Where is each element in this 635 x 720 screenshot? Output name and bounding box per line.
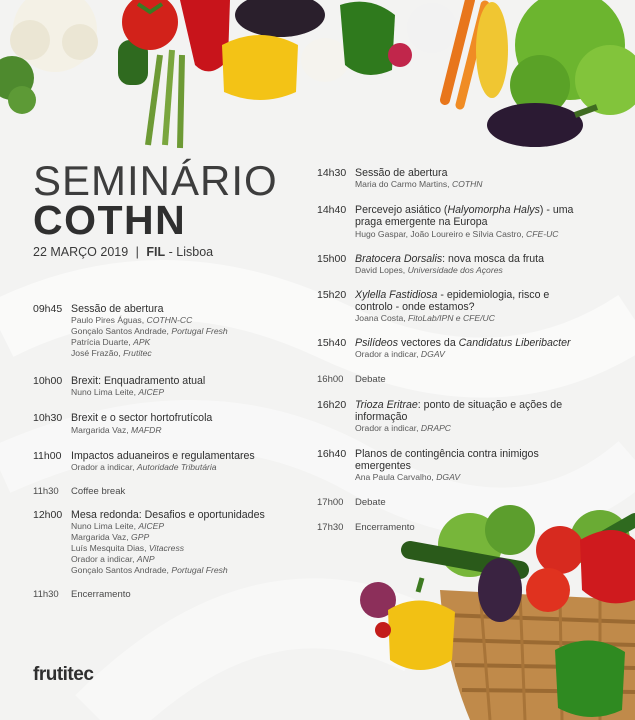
schedule-item: [317, 522, 587, 534]
speaker-affiliation: Autoridade Tributária: [136, 461, 217, 472]
schedule-item: [33, 450, 303, 473]
item-title: Sessão de abertura: [71, 303, 164, 315]
item-content: [355, 399, 587, 434]
item-content: [71, 589, 303, 601]
speaker-line: Ana Paula Carvalho, DGAV: [355, 472, 461, 483]
item-time: 11h30: [33, 485, 59, 497]
item-time: 12h00: [33, 509, 63, 522]
item-content: [71, 486, 303, 498]
item-title: Sessão de abertura: [355, 167, 448, 179]
speaker-affiliation: Frutitec: [123, 348, 152, 359]
event-venue-city: - Lisboa: [165, 245, 214, 259]
speaker-line: José Frazão, Frutitec: [71, 348, 152, 359]
speaker-affiliation: ANP: [136, 554, 155, 565]
title-italic-part: Bratocera Dorsalis: [355, 252, 443, 265]
schedule-item: [317, 337, 587, 360]
schedule-item: [33, 412, 303, 435]
item-title: Coffee break: [71, 485, 126, 497]
title-italic-part: Psilídeos: [355, 337, 398, 350]
item-content: [71, 412, 303, 435]
speaker-affiliation: AICEP: [138, 387, 165, 398]
item-title: Bratocera Dorsalis: nova mosca da fruta: [355, 252, 545, 265]
speaker-line: David Lopes, Universidade dos Açores: [355, 264, 503, 275]
item-time: 15h40: [317, 337, 347, 350]
item-time: 10h30: [33, 412, 63, 425]
item-time: 09h45: [33, 303, 63, 315]
item-title: Impactos aduaneiros e regulamentares: [71, 449, 255, 462]
item-content: [355, 167, 587, 190]
speaker-line: Hugo Gaspar, João Loureiro e Sílvia Castro, CFE-UC: [355, 228, 559, 239]
speaker-line: Gonçalo Santos Andrade, Portugal Fresh: [71, 326, 228, 337]
speaker-line: Gonçalo Santos Andrade, Portugal Fresh: [71, 565, 228, 576]
speaker-affiliation: AICEP: [138, 521, 165, 532]
speaker-affiliation: MAFDR: [131, 424, 162, 435]
item-title: Encerramento: [71, 589, 131, 601]
item-content: [355, 289, 587, 324]
speaker-line: Orador a indicar, DRAPC: [355, 423, 452, 434]
speaker-affiliation: FitoLab/IPN e CFE/UC: [408, 313, 495, 324]
speaker-affiliation: DRAPC: [420, 423, 452, 434]
item-content: [71, 375, 303, 398]
event-date-venue: [33, 245, 213, 259]
speaker-affiliation: CFE-UC: [526, 228, 559, 239]
schedule-item: [317, 448, 587, 483]
item-time: 16h00: [317, 374, 344, 386]
item-content: [355, 497, 587, 509]
item-title: Mesa redonda: Desafios e oportunidades: [71, 509, 265, 522]
title-italic-part: Trioza Eritrae: [355, 398, 418, 411]
speaker-affiliation: GPP: [131, 532, 150, 543]
item-time: 16h20: [317, 398, 347, 411]
item-title: Encerramento: [355, 521, 415, 533]
item-title: Brexit: Enquadramento atual: [71, 375, 206, 388]
item-content: [71, 450, 303, 473]
schedule-item: [33, 375, 303, 398]
schedule-item: [317, 374, 587, 386]
speaker-affiliation: Portugal Fresh: [171, 565, 228, 576]
speaker-line: Patrícia Duarte, APK: [71, 337, 151, 348]
item-time: 17h30: [317, 521, 344, 533]
schedule-item: [33, 509, 303, 576]
speaker-affiliation: Portugal Fresh: [171, 326, 228, 337]
item-title: Trioza Eritrae: ponto de situação e ações de informação: [355, 398, 563, 423]
speaker-affiliation: Vitacress: [148, 543, 185, 554]
speaker-affiliation: DGAV: [436, 472, 461, 483]
speaker-line: Joana Costa, FitoLab/IPN e CFE/UC: [355, 313, 495, 324]
afternoon-schedule: [317, 167, 587, 534]
item-title: Xylella Fastidiosa - epidemiologia, risco e controlo - onde estamos?: [355, 288, 550, 314]
event-date: 22 MARÇO 2019: [33, 245, 129, 259]
item-content: [71, 303, 303, 359]
title-italic-part: Xylella Fastidiosa: [355, 288, 438, 301]
item-time: 16h40: [317, 448, 347, 461]
title-seminario: SEMINÁRIO: [33, 157, 278, 204]
schedule-item: [33, 486, 303, 498]
speaker-line: Margarida Vaz, GPP: [71, 532, 150, 543]
schedule-item: [317, 167, 587, 190]
speaker-affiliation: COTHN: [451, 179, 483, 190]
morning-schedule: [33, 303, 303, 601]
item-time: 15h00: [317, 252, 347, 265]
speaker-affiliation: Universidade dos Açores: [407, 264, 503, 275]
speaker-line: Paulo Pires Águas, COTHN-CC: [71, 315, 193, 326]
speaker-line: Orador a indicar, Autoridade Tributária: [71, 461, 217, 472]
item-time: 14h40: [317, 204, 347, 217]
item-time: 15h20: [317, 288, 347, 301]
title-italic-part: Candidatus Liberibacter: [458, 337, 571, 350]
speaker-affiliation: COTHN-CC: [146, 315, 193, 326]
speaker-line: Orador a indicar, ANP: [71, 554, 155, 565]
speaker-line: Nuno Lima Leite, AICEP: [71, 387, 165, 398]
item-time: 10h00: [33, 375, 63, 388]
speaker-line: Nuno Lima Leite, AICEP: [71, 521, 165, 532]
speaker-affiliation: DGAV: [420, 349, 445, 360]
speaker-line: Luís Mesquita Dias, Vitacress: [71, 543, 185, 554]
item-time: 11h00: [33, 449, 62, 462]
item-title: Percevejo asiático (Halyomorpha Halys) - uma praga emergente na Europa: [355, 204, 574, 229]
item-title: Debate: [355, 497, 386, 509]
item-time: 17h00: [317, 497, 344, 509]
item-time: 14h30: [317, 167, 347, 179]
item-content: [355, 374, 587, 386]
item-title: Planos de contingência contra inimigos emergentes: [355, 448, 539, 473]
item-title: Brexit e o sector hortofrutícola: [71, 412, 213, 425]
speaker-affiliation: APK: [133, 337, 151, 348]
event-venue-fil: FIL: [146, 245, 166, 259]
item-content: [355, 522, 587, 534]
item-content: [355, 253, 587, 276]
schedule-item: [33, 589, 303, 601]
date-separator: |: [135, 245, 139, 259]
speaker-line: Maria do Carmo Martins, COTHN: [355, 179, 483, 190]
item-time: 11h30: [33, 589, 59, 601]
title-cothn: COTHN: [33, 197, 187, 243]
title-italic-part: Halyomorpha Halys: [447, 204, 540, 217]
schedule-item: [317, 497, 587, 509]
schedule-item: [317, 253, 587, 276]
frutitec-logo: frutitec: [33, 664, 94, 685]
schedule-item: [317, 289, 587, 324]
schedule-item: [317, 399, 587, 434]
schedule-item: [317, 204, 587, 239]
item-title: Psilídeos vectores da Candidatus Liberibacter: [355, 337, 571, 350]
schedule-item: [33, 303, 303, 359]
speaker-line: Margarida Vaz, MAFDR: [71, 424, 162, 435]
item-content: [355, 448, 587, 483]
item-content: [71, 509, 303, 576]
item-content: [355, 204, 587, 239]
item-content: [355, 337, 587, 360]
item-title: Debate: [355, 374, 386, 386]
speaker-line: Orador a indicar, DGAV: [355, 349, 445, 360]
